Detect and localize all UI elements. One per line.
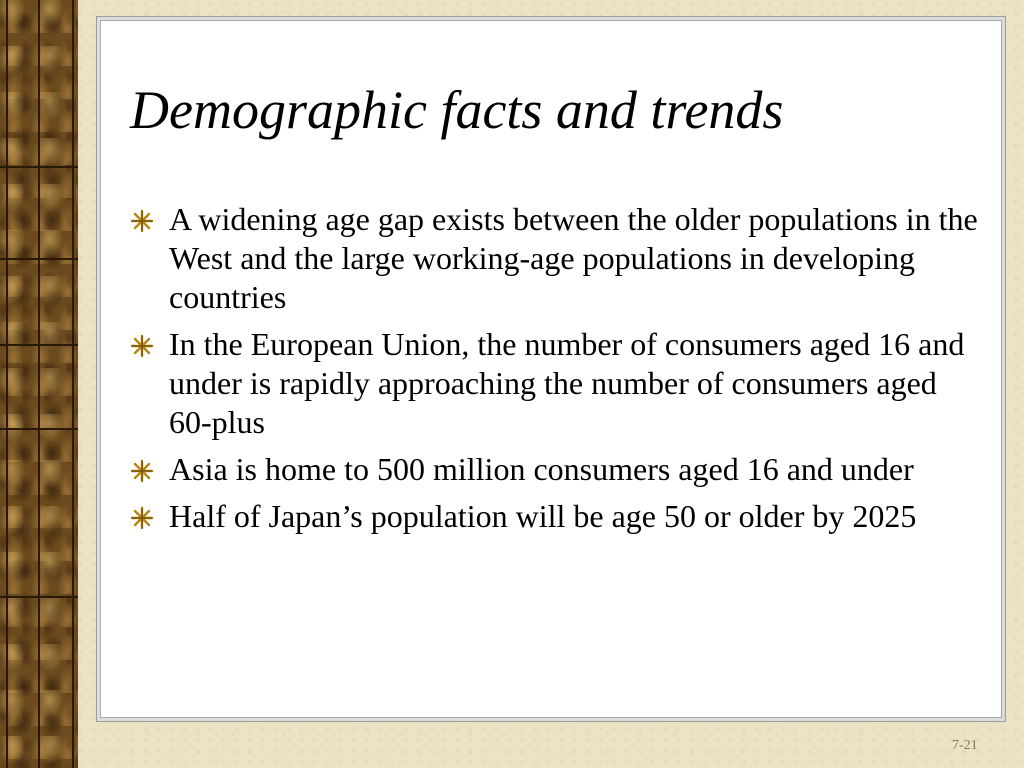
starburst-icon (130, 209, 154, 233)
starburst-icon (130, 459, 154, 483)
bullet-text: Half of Japan’s population will be age 50 or older by 2025 (169, 498, 917, 534)
strip-divider (0, 344, 78, 346)
bullet-item (130, 450, 980, 489)
bullet-item (130, 200, 980, 317)
strip-divider (6, 0, 8, 768)
bullet-text: Asia is home to 500 million consumers aged 16 and under (169, 451, 914, 487)
bullet-list (130, 200, 980, 544)
bullet-text: In the European Union, the number of consumers aged 16 and under is rapidly approaching the number of consumers aged 60-plus (169, 326, 965, 440)
bullet-item (130, 325, 980, 442)
strip-divider (0, 428, 78, 430)
strip-divider (72, 0, 74, 768)
starburst-icon (130, 334, 154, 358)
bullet-item (130, 497, 980, 536)
bullet-text: A widening age gap exists between the older populations in the West and the large working-age populations in developing countries (169, 201, 978, 315)
strip-divider (0, 258, 78, 260)
strip-divider (38, 0, 40, 768)
slide-title: Demographic facts and trends (130, 80, 784, 140)
strip-divider (0, 166, 78, 168)
page-number: 7-21 (952, 738, 978, 753)
starburst-icon (130, 506, 154, 530)
decorative-side-strip (0, 0, 78, 768)
strip-divider (0, 596, 78, 598)
